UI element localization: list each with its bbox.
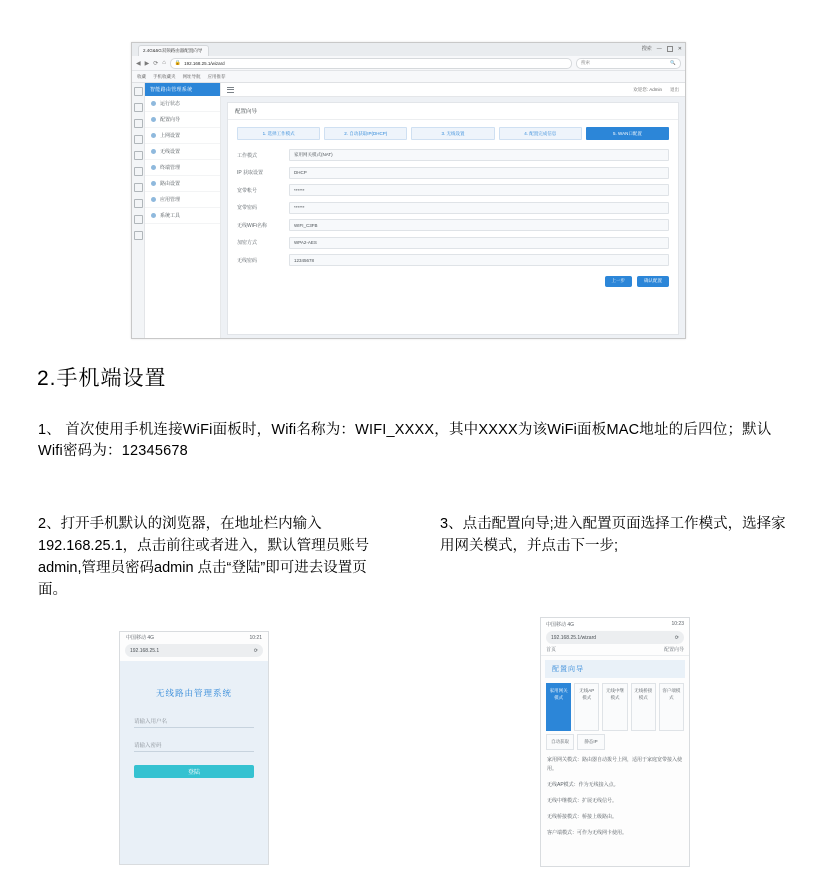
history-icon[interactable] bbox=[134, 103, 143, 112]
phone-address-bar[interactable] bbox=[546, 631, 684, 644]
settings-icon[interactable] bbox=[134, 215, 143, 224]
wizard-step[interactable]: 2. 自动获取IP(DHCP) bbox=[324, 127, 407, 140]
phone-login-form bbox=[120, 661, 268, 865]
browser-tab[interactable]: 2.4G&5G双频路由器配置向导 bbox=[138, 45, 209, 56]
sidebar-item-wizard[interactable] bbox=[145, 112, 220, 128]
tab-home[interactable]: 首页 bbox=[546, 647, 557, 653]
refresh-icon[interactable]: ⟳ bbox=[253, 647, 258, 654]
apps-icon bbox=[151, 197, 156, 202]
tab-wizard[interactable]: 配置向导 bbox=[663, 647, 684, 653]
tools-icon[interactable] bbox=[134, 183, 143, 192]
phone-address-value: 192.168.25.1 bbox=[130, 647, 160, 654]
form-label: 宽带密码 bbox=[237, 205, 258, 211]
status-icon bbox=[151, 101, 156, 106]
login-button[interactable]: 登陆 bbox=[134, 765, 254, 778]
phone-tab-row bbox=[541, 644, 689, 656]
sidebar-item-label: 系统工具 bbox=[160, 213, 181, 219]
sidebar-item-label: 路由设置 bbox=[160, 181, 181, 187]
sub-option[interactable]: 静态IP bbox=[577, 734, 605, 750]
wizard-banner: 配置向导 bbox=[545, 660, 685, 678]
mode-cell[interactable]: 无线中继模式 bbox=[602, 683, 627, 731]
form-row bbox=[237, 254, 669, 266]
carrier-label: 中国移动 4G bbox=[546, 622, 575, 628]
sidebar-item-label: 终端管理 bbox=[160, 165, 181, 171]
sidebar-item-system[interactable] bbox=[145, 208, 220, 224]
wifi-icon bbox=[151, 149, 156, 154]
window-search-label[interactable]: 搜索 bbox=[641, 46, 652, 52]
page-title: 2.手机端设置 bbox=[37, 367, 167, 390]
wizard-step-active[interactable]: 5. WAN口配置 bbox=[586, 127, 669, 140]
form-field[interactable]: WIFI_C3FB bbox=[289, 219, 669, 231]
form-field[interactable]: DHCP bbox=[289, 167, 669, 179]
close-icon[interactable]: ✕ bbox=[677, 45, 682, 52]
minimize-icon[interactable]: — bbox=[656, 45, 662, 52]
router-main-area bbox=[221, 83, 685, 339]
mode-cell[interactable]: 无线AP模式 bbox=[574, 683, 599, 731]
home-icon[interactable]: ⌂ bbox=[162, 60, 166, 66]
router-sidebar bbox=[145, 83, 221, 339]
maximize-icon[interactable] bbox=[667, 46, 673, 52]
form-label: 无线WiFi名称 bbox=[237, 222, 267, 229]
screenshot-icon[interactable] bbox=[134, 167, 143, 176]
sidebar-item-routing[interactable] bbox=[145, 176, 220, 192]
carrier-label: 中国移动 4G bbox=[126, 635, 155, 641]
reload-icon[interactable]: ⟳ bbox=[153, 60, 159, 67]
paragraph-step-1: 1、 首次使用手机连接WiFi面板时，Wifi名称为：WIFI_XXXX，其中XXXX为该WiFi面板MAC地址的后四位；默认Wifi密码为：12345678 bbox=[38, 422, 772, 459]
mode-description: 无线AP模式：作为无线接入点。 bbox=[547, 782, 619, 788]
clock-label: 10:23 bbox=[671, 621, 684, 627]
downloads-icon[interactable] bbox=[134, 119, 143, 128]
confirm-config-button[interactable]: 确认配置 bbox=[637, 276, 669, 287]
router-topbar bbox=[221, 83, 685, 97]
sidebar-item-label: 运行状态 bbox=[160, 101, 181, 107]
sidebar-item-label: 上网设置 bbox=[160, 133, 181, 139]
browser-viewport bbox=[132, 83, 685, 339]
hamburger-icon[interactable] bbox=[227, 87, 234, 93]
form-row bbox=[237, 202, 669, 214]
address-bar[interactable] bbox=[170, 58, 572, 69]
bookmark-item[interactable]: 网址导航 bbox=[182, 73, 201, 79]
mode-description: 无线桥接模式：桥接上级路由。 bbox=[547, 814, 618, 820]
back-icon[interactable]: ◀ bbox=[136, 60, 141, 67]
favorites-icon[interactable] bbox=[134, 87, 143, 96]
search-icon: 🔍 bbox=[670, 60, 676, 65]
form-row bbox=[237, 184, 669, 196]
wizard-panel-title: 配置向导 bbox=[228, 103, 678, 120]
globe-icon bbox=[151, 133, 156, 138]
password-field[interactable]: 请输入密码 bbox=[134, 741, 254, 752]
phone-address-bar[interactable] bbox=[125, 644, 263, 657]
forward-icon[interactable]: ▶ bbox=[144, 60, 150, 67]
form-row bbox=[237, 167, 669, 179]
wizard-summary-form bbox=[228, 145, 678, 266]
form-row bbox=[237, 149, 669, 161]
extensions-icon[interactable] bbox=[134, 199, 143, 208]
form-field[interactable]: 12345678 bbox=[289, 254, 669, 266]
form-field[interactable]: ****** bbox=[289, 202, 669, 214]
sidebar-item-clients[interactable] bbox=[145, 160, 220, 176]
logout-button[interactable]: 退出 bbox=[670, 86, 679, 92]
form-label: 加密方式 bbox=[237, 240, 258, 246]
sidebar-item-label: 无线设置 bbox=[160, 149, 181, 155]
route-icon bbox=[151, 181, 156, 186]
phone-status-bar bbox=[541, 618, 689, 630]
current-user-label: 欢迎您: Admin bbox=[633, 86, 662, 92]
wizard-icon bbox=[151, 117, 156, 122]
form-label: 宽带帐号 bbox=[237, 187, 258, 194]
form-field[interactable]: WPA2-AES bbox=[289, 237, 669, 249]
browser-side-rail bbox=[132, 83, 145, 339]
sub-option[interactable]: 自动获取 bbox=[546, 734, 574, 750]
wizard-panel bbox=[227, 102, 679, 335]
more-icon[interactable] bbox=[134, 231, 143, 240]
browser-screenshot-image bbox=[131, 42, 686, 339]
sidebar-item-label: 应用管理 bbox=[160, 197, 181, 203]
sidebar-item-apps[interactable] bbox=[145, 192, 220, 208]
previous-step-button[interactable]: 上一步 bbox=[605, 276, 633, 287]
lock-icon: 🔒 bbox=[174, 60, 182, 66]
bookmarks-bar bbox=[132, 71, 685, 83]
bookmark-item[interactable]: 收藏 bbox=[137, 73, 146, 79]
phone-address-value: 192.168.25.1/wizard bbox=[551, 634, 597, 641]
sidebar-item-status[interactable] bbox=[145, 96, 220, 112]
refresh-icon[interactable]: ⟳ bbox=[674, 634, 679, 641]
sidebar-item-wireless[interactable] bbox=[145, 144, 220, 160]
mode-grid bbox=[541, 678, 689, 731]
form-label: 工作模式 bbox=[237, 152, 258, 159]
translate-icon[interactable] bbox=[134, 151, 143, 160]
sidebar-item-internet[interactable] bbox=[145, 128, 220, 144]
gear-icon bbox=[151, 213, 156, 218]
window-controls bbox=[642, 45, 682, 52]
form-field[interactable]: ****** bbox=[289, 184, 669, 196]
username-field[interactable]: 请输入用户名 bbox=[134, 717, 254, 728]
phone-wizard-screenshot bbox=[540, 617, 690, 867]
wizard-steps bbox=[228, 120, 678, 145]
paragraph-step-3: 3、点击配置向导;进入配置页面选择工作模式，选择家用网关模式，并点击下一步; bbox=[440, 516, 786, 554]
wizard-step[interactable]: 3. 无线设置 bbox=[411, 127, 494, 140]
clock-label: 10:21 bbox=[249, 634, 262, 641]
mode-cell-selected[interactable]: 家用网关模式 bbox=[546, 683, 571, 731]
mode-cell[interactable]: 客户端模式 bbox=[659, 683, 684, 731]
mode-description: 无线中继模式：扩展无线信号。 bbox=[547, 798, 618, 804]
browser-search-box[interactable] bbox=[576, 58, 681, 69]
devices-icon bbox=[151, 165, 156, 170]
wizard-step[interactable]: 4. 配置完成信息 bbox=[499, 127, 582, 140]
form-row bbox=[237, 237, 669, 249]
bookmark-item[interactable]: 应用推荐 bbox=[207, 73, 226, 79]
form-row bbox=[237, 219, 669, 231]
login-title: 无线路由管理系统 bbox=[155, 688, 232, 698]
browser-tab-bar bbox=[132, 43, 685, 56]
browser-nav-bar bbox=[132, 56, 685, 71]
mode-description: 客户端模式：可作为无线网卡使用。 bbox=[547, 830, 628, 836]
router-sidebar-header: 智能路由管理系统 bbox=[145, 83, 220, 96]
phone-status-bar bbox=[120, 632, 268, 643]
phone-login-screenshot bbox=[119, 631, 269, 865]
wizard-actions bbox=[228, 272, 678, 295]
wizard-step[interactable]: 1. 选择工作模式 bbox=[237, 127, 320, 140]
form-label: 无线密码 bbox=[237, 257, 258, 264]
mode-cell[interactable]: 无线桥接模式 bbox=[631, 683, 656, 731]
form-label: IP 获取设置 bbox=[237, 170, 264, 176]
browser-search-placeholder: 搜索 bbox=[581, 60, 590, 65]
address-bar-value: 192.168.25.1/wizard bbox=[184, 60, 225, 66]
mode-descriptions bbox=[541, 750, 689, 838]
paragraph-step-2: 2、打开手机默认的浏览器，在地址栏内输入192.168.25.1，点击前往或者进入，默认管理员账号admin,管理员密码admin 点击“登陆”即可进去设置页面。 bbox=[38, 516, 370, 598]
bookmark-item[interactable]: 手机收藏夹 bbox=[153, 73, 176, 79]
sidebar-item-label: 配置向导 bbox=[160, 117, 181, 123]
form-field[interactable]: 家用网关模式(NAT) bbox=[289, 149, 669, 161]
notes-icon[interactable] bbox=[134, 135, 143, 144]
mode-description: 家用网关模式：路由器自动拨号上网，适用于家庭宽带接入使用。 bbox=[547, 757, 683, 772]
sub-option-row bbox=[541, 731, 689, 750]
